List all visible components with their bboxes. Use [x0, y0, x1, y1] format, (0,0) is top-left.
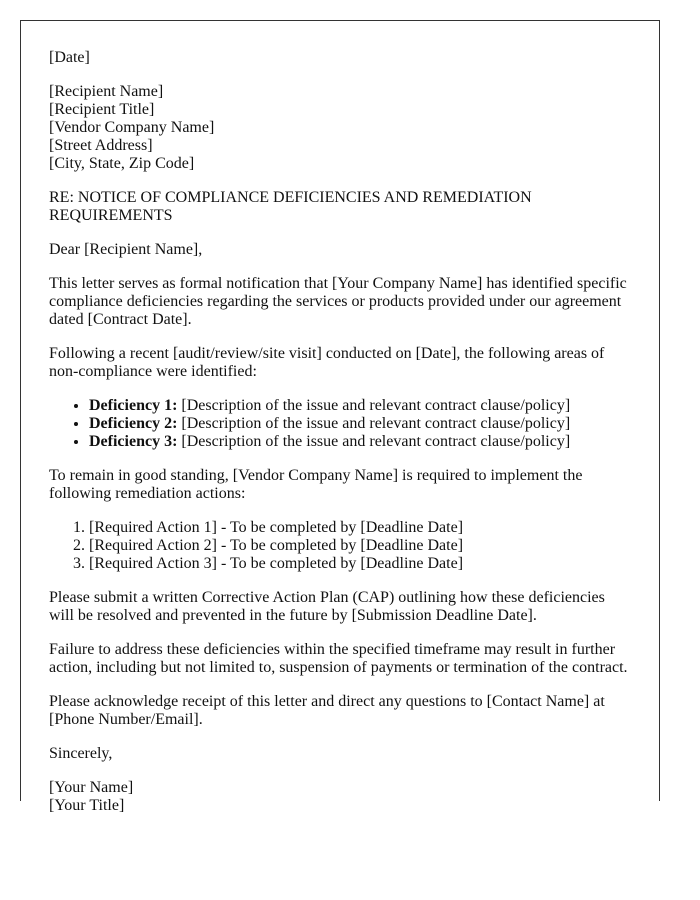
intro-line-1: This letter serves as formal notification that [Your Company Name] has identified specific: [49, 275, 627, 292]
deficiency-label: Deficiency 1:: [89, 397, 178, 414]
letter-page: [20, 20, 660, 814]
subject-line: [49, 189, 631, 225]
intro-line-2: compliance deficiencies regarding the services or products provided under our agreement: [49, 293, 622, 310]
contact-paragraph: [49, 693, 631, 729]
consequence-line-1: Failure to address these deficiencies within the specified timeframe may result in further: [49, 641, 616, 658]
remediation-intro-line-1: To remain in good standing, [Vendor Company Name] is required to implement the: [49, 467, 583, 484]
deficiency-label: Deficiency 3:: [89, 433, 178, 450]
deficiency-item: [89, 397, 631, 415]
findings-line-2: non-compliance were identified:: [49, 363, 257, 380]
deficiency-item: [89, 415, 631, 433]
required-action-item: 1. [Required Action 1] - To be completed by [Deadline Date]: [89, 519, 631, 537]
vendor-company-name: [Vendor Company Name]: [49, 119, 215, 136]
subject-line-1: RE: NOTICE OF COMPLIANCE DEFICIENCIES AND REMEDIATION: [49, 189, 532, 206]
required-actions-list: [49, 519, 631, 573]
recipient-block: [49, 83, 631, 173]
remediation-intro-line-2: following remediation actions:: [49, 485, 246, 502]
findings-line-1: Following a recent [audit/review/site visit] conducted on [Date], the following areas of: [49, 345, 605, 362]
signature-block: [49, 779, 631, 815]
deficiency-item: [89, 433, 631, 451]
intro-line-3: dated [Contract Date].: [49, 311, 192, 328]
required-action-item: 2. [Required Action 2] - To be completed by [Deadline Date]: [89, 537, 631, 555]
street-address: [Street Address]: [49, 137, 153, 154]
consequence-line-2: action, including but not limited to, suspension of payments or termination of the contract.: [49, 659, 628, 676]
closing: [49, 745, 631, 763]
consequence-paragraph: [49, 641, 631, 677]
subject-line-2: REQUIREMENTS: [49, 207, 173, 224]
city-state-zip: [City, State, Zip Code]: [49, 155, 195, 172]
letter-date: [49, 49, 631, 67]
letter-content: [21, 21, 659, 815]
recipient-name: [Recipient Name]: [49, 83, 164, 100]
deficiency-description: [Description of the issue and relevant contract clause/policy]: [177, 397, 571, 414]
contact-line-1: Please acknowledge receipt of this letter and direct any questions to [Contact Name] at: [49, 693, 605, 710]
deficiency-list: [49, 397, 631, 451]
findings-paragraph: [49, 345, 631, 381]
cap-line-2: will be resolved and prevented in the future by [Submission Deadline Date].: [49, 607, 537, 624]
intro-paragraph: [49, 275, 631, 329]
deficiency-label: Deficiency 2:: [89, 415, 178, 432]
remediation-intro-paragraph: [49, 467, 631, 503]
salutation: [49, 241, 631, 259]
required-action-item: 3. [Required Action 3] - To be completed by [Deadline Date]: [89, 555, 631, 573]
salutation-text: Dear [Recipient Name],: [49, 241, 203, 258]
deficiency-description: [Description of the issue and relevant contract clause/policy]: [177, 415, 571, 432]
signer-name: [Your Name]: [49, 779, 134, 796]
cap-paragraph: [49, 589, 631, 625]
date-text: [Date]: [49, 49, 90, 66]
recipient-title: [Recipient Title]: [49, 101, 155, 118]
closing-text: Sincerely,: [49, 745, 113, 762]
cap-line-1: Please submit a written Corrective Action Plan (CAP) outlining how these deficiencies: [49, 589, 605, 606]
deficiency-description: [Description of the issue and relevant contract clause/policy]: [177, 433, 571, 450]
contact-line-2: [Phone Number/Email].: [49, 711, 203, 728]
signer-title: [Your Title]: [49, 797, 125, 814]
